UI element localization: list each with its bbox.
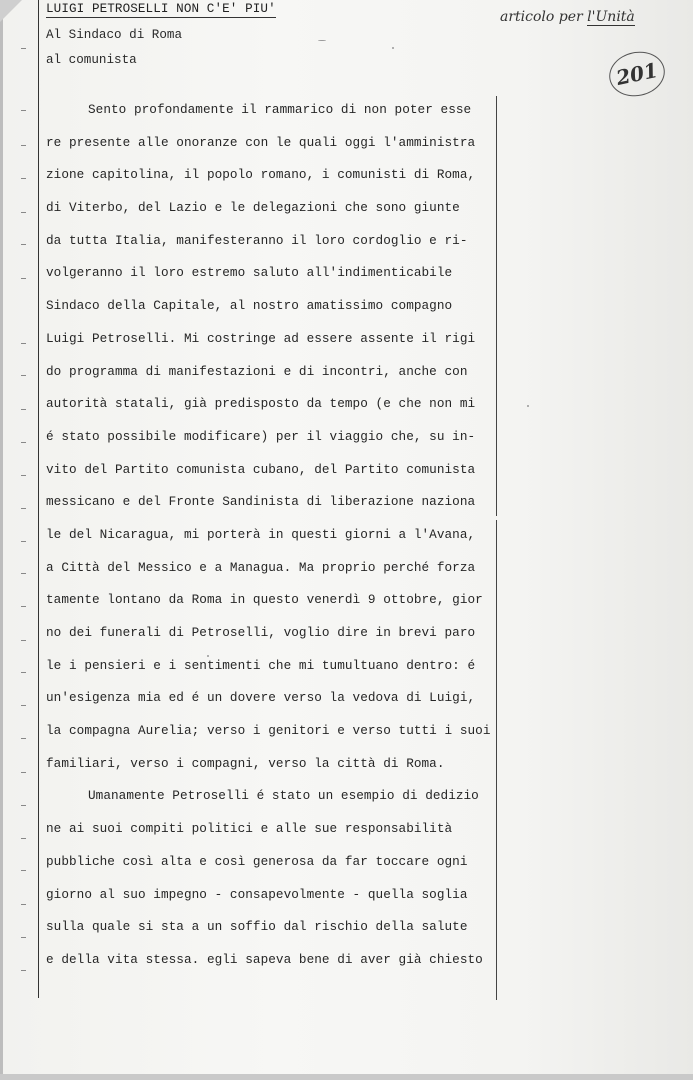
folded-corner	[0, 0, 22, 22]
text-line: le del Nicaragua, mi porterà in questi giorni a l'Avana,	[46, 526, 476, 542]
letter-body	[46, 97, 526, 980]
text-line: volgeranno il loro estremo saluto all'indimenticabile	[46, 265, 453, 281]
salutation-line-1: Al Sindaco di Roma	[46, 28, 183, 42]
text-line: Sindaco della Capitale, al nostro amatissimo compagno	[46, 298, 453, 314]
text-line: vito del Partito comunista cubano, del Partito comunista	[46, 461, 476, 477]
page-number-stamp: 201	[605, 47, 669, 102]
left-margin-rule	[38, 0, 39, 998]
text-line: giorno al suo impegno - consapevolmente - quella soglia	[46, 886, 468, 902]
handwritten-note	[500, 9, 635, 25]
text-line: sulla quale si sta a un soffio dal rischio della salute	[46, 919, 468, 935]
handwritten-note-text: articolo per	[500, 9, 583, 25]
text-line: le i pensieri e i sentimenti che mi tumultuano dentro: é	[46, 657, 476, 673]
text-line: ne ai suoi compiti politici e alle sue responsabilità	[46, 821, 453, 837]
text-line: un'esigenza mia ed é un dovere verso la vedova di Luigi,	[46, 690, 476, 706]
text-line: e della vita stessa. egli sapeva bene di aver già chiesto	[46, 951, 483, 967]
text-line: pubbliche così alta e così generosa da far toccare ogni	[46, 853, 468, 869]
scan-edge-bottom	[0, 1074, 693, 1080]
text-line: a Città del Messico e a Managua. Ma proprio perché forza	[46, 559, 476, 575]
text-line: no dei funerali di Petroselli, voglio dire in brevi paro	[46, 625, 476, 640]
scan-speck	[207, 655, 209, 657]
text-line: do programma di manifestazioni e di incontri, anche con	[46, 363, 468, 379]
text-line: familiari, verso i compagni, verso la città di Roma.	[46, 755, 445, 771]
text-line: zione capitolina, il popolo romano, i comunisti di Roma,	[46, 167, 476, 183]
scan-speck	[527, 405, 529, 407]
text-line: da tutta Italia, manifesteranno il loro cordoglio e ri-	[46, 232, 468, 248]
text-line: messicano e del Fronte Sandinista di liberazione naziona	[46, 494, 476, 510]
text-line: tamente lontano da Roma in questo venerdì 9 ottobre, gior	[46, 592, 483, 608]
text-line: Umanamente Petroselli é stato un esempio di dedizio	[88, 788, 479, 804]
text-line: la compagna Aurelia; verso i genitori e verso tutti i suoi	[46, 723, 491, 739]
handwritten-note-underlined: l'Unità	[587, 9, 635, 25]
text-line: autorità statali, già predisposto da tempo (e che non mi	[46, 396, 476, 412]
scan-speck	[318, 40, 326, 41]
salutation-line-2: al comunista	[46, 53, 137, 67]
document-heading: LUIGI PETROSELLI NON C'E' PIU'	[46, 2, 276, 16]
text-line: di Viterbo, del Lazio e le delegazioni che sono giunte	[46, 200, 460, 216]
text-line: re presente alle onoranze con le quali oggi l'amministra	[46, 134, 476, 150]
scan-speck	[392, 47, 394, 49]
text-line: Sento profondamente il rammarico di non poter esse	[88, 102, 472, 117]
scan-edge-left	[0, 0, 3, 1080]
text-line: Luigi Petroselli. Mi costringe ad essere assente il rigi	[46, 330, 476, 346]
text-line: é stato possibile modificare) per il viaggio che, su in-	[46, 428, 476, 444]
